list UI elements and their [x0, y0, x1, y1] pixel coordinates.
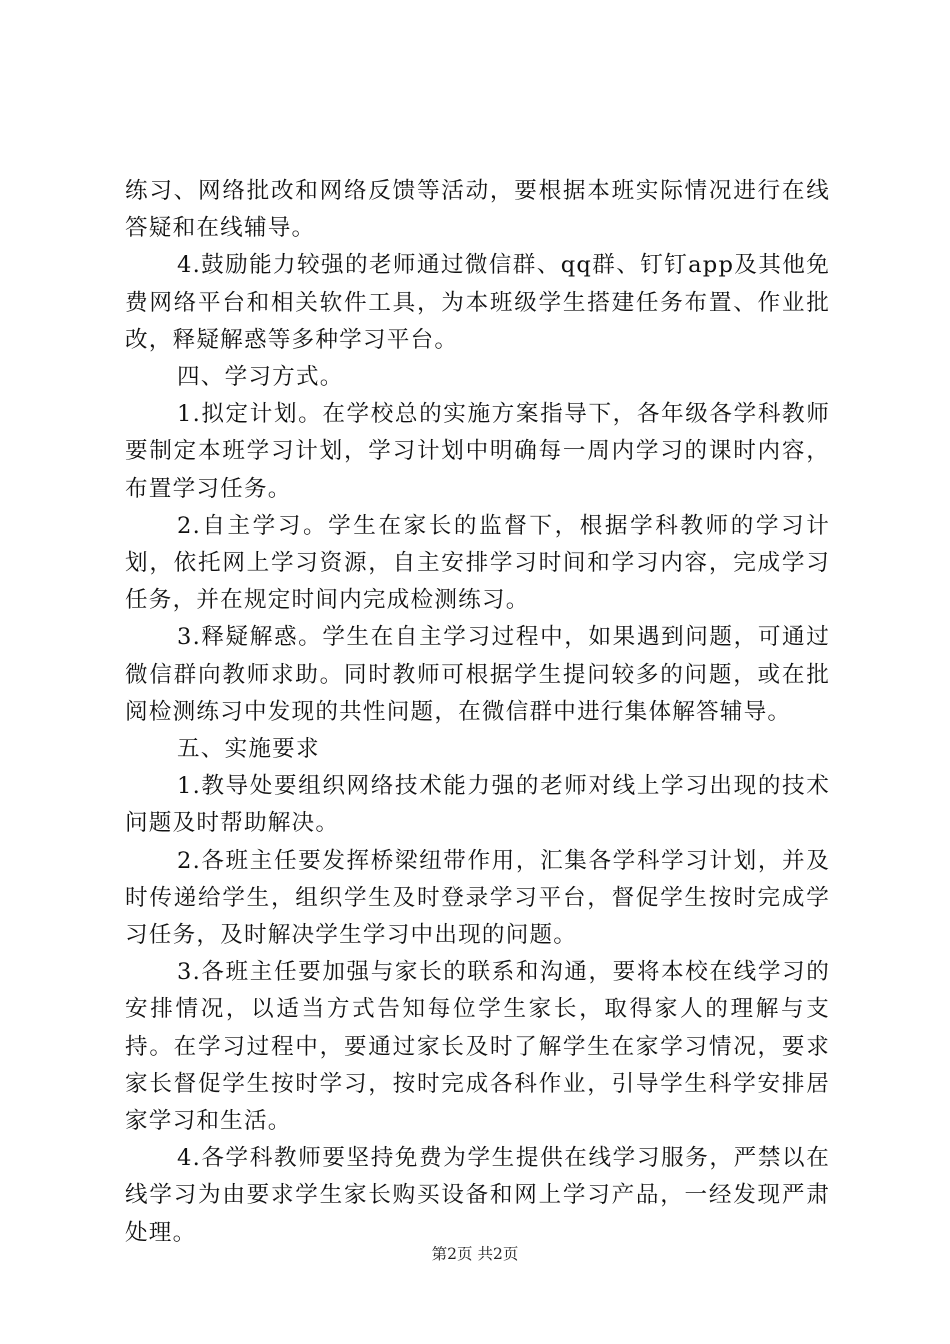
paragraph-req-3: 3.各班主任要加强与家长的联系和沟通，要将本校在线学习的安排情况，以适当方式告知每位学生家长，取得家人的理解与支持。在学习过程中，要通过家长及时了解学生在家学习情况，要求家长督促学生按时学习，按时完成各科作业，引导学生科学安排居家学习和生活。: [125, 959, 830, 1135]
section-heading-requirements: 五、实施要求: [177, 736, 320, 763]
section-heading-learning-methods: 四、学习方式。: [177, 364, 344, 391]
document-body: [125, 173, 830, 1252]
paragraph-item-2-self-study: 2.自主学习。学生在家长的监督下，根据学科教师的学习计划，依托网上学习资源，自主安排学习时间和学习内容，完成学习任务，并在规定时间内完成检测练习。: [125, 512, 830, 614]
paragraph-item-4-platforms: 4.鼓励能力较强的老师通过微信群、qq群、钉钉app及其他免费网络平台和相关软件工具，为本班级学生搭建任务布置、作业批改，释疑解惑等多种学习平台。: [125, 252, 830, 353]
paragraph-item-1-plan: 1.拟定计划。在学校总的实施方案指导下，各年级各学科教师要制定本班学习计划，学习计划中明确每一周内学习的课时内容，布置学习任务。: [125, 401, 830, 502]
paragraph-req-4: 4.各学科教师要坚持免费为学生提供在线学习服务，严禁以在线学习为由要求学生家长购买设备和网上学习产品，一经发现严肃处理。: [125, 1145, 830, 1246]
paragraph-req-2: 2.各班主任要发挥桥梁纽带作用，汇集各学科学习计划，并及时传递给学生，组织学生及时登录学习平台，督促学生按时完成学习任务，及时解决学生学习中出现的问题。: [125, 847, 830, 949]
page-number-footer: 第2页 共2页: [431, 1245, 519, 1263]
paragraph-req-1: 1.教导处要组织网络技术能力强的老师对线上学习出现的技术问题及时帮助解决。: [125, 773, 830, 837]
paragraph-item-3-qa: 3.释疑解惑。学生在自主学习过程中，如果遇到问题，可通过微信群向教师求助。同时教师可根据学生提问较多的问题，或在批阅检测练习中发现的共性问题，在微信群中进行集体解答辅导。: [125, 624, 830, 725]
paragraph-continuation: 练习、网络批改和网络反馈等活动，要根据本班实际情况进行在线答疑和在线辅导。: [125, 178, 830, 242]
